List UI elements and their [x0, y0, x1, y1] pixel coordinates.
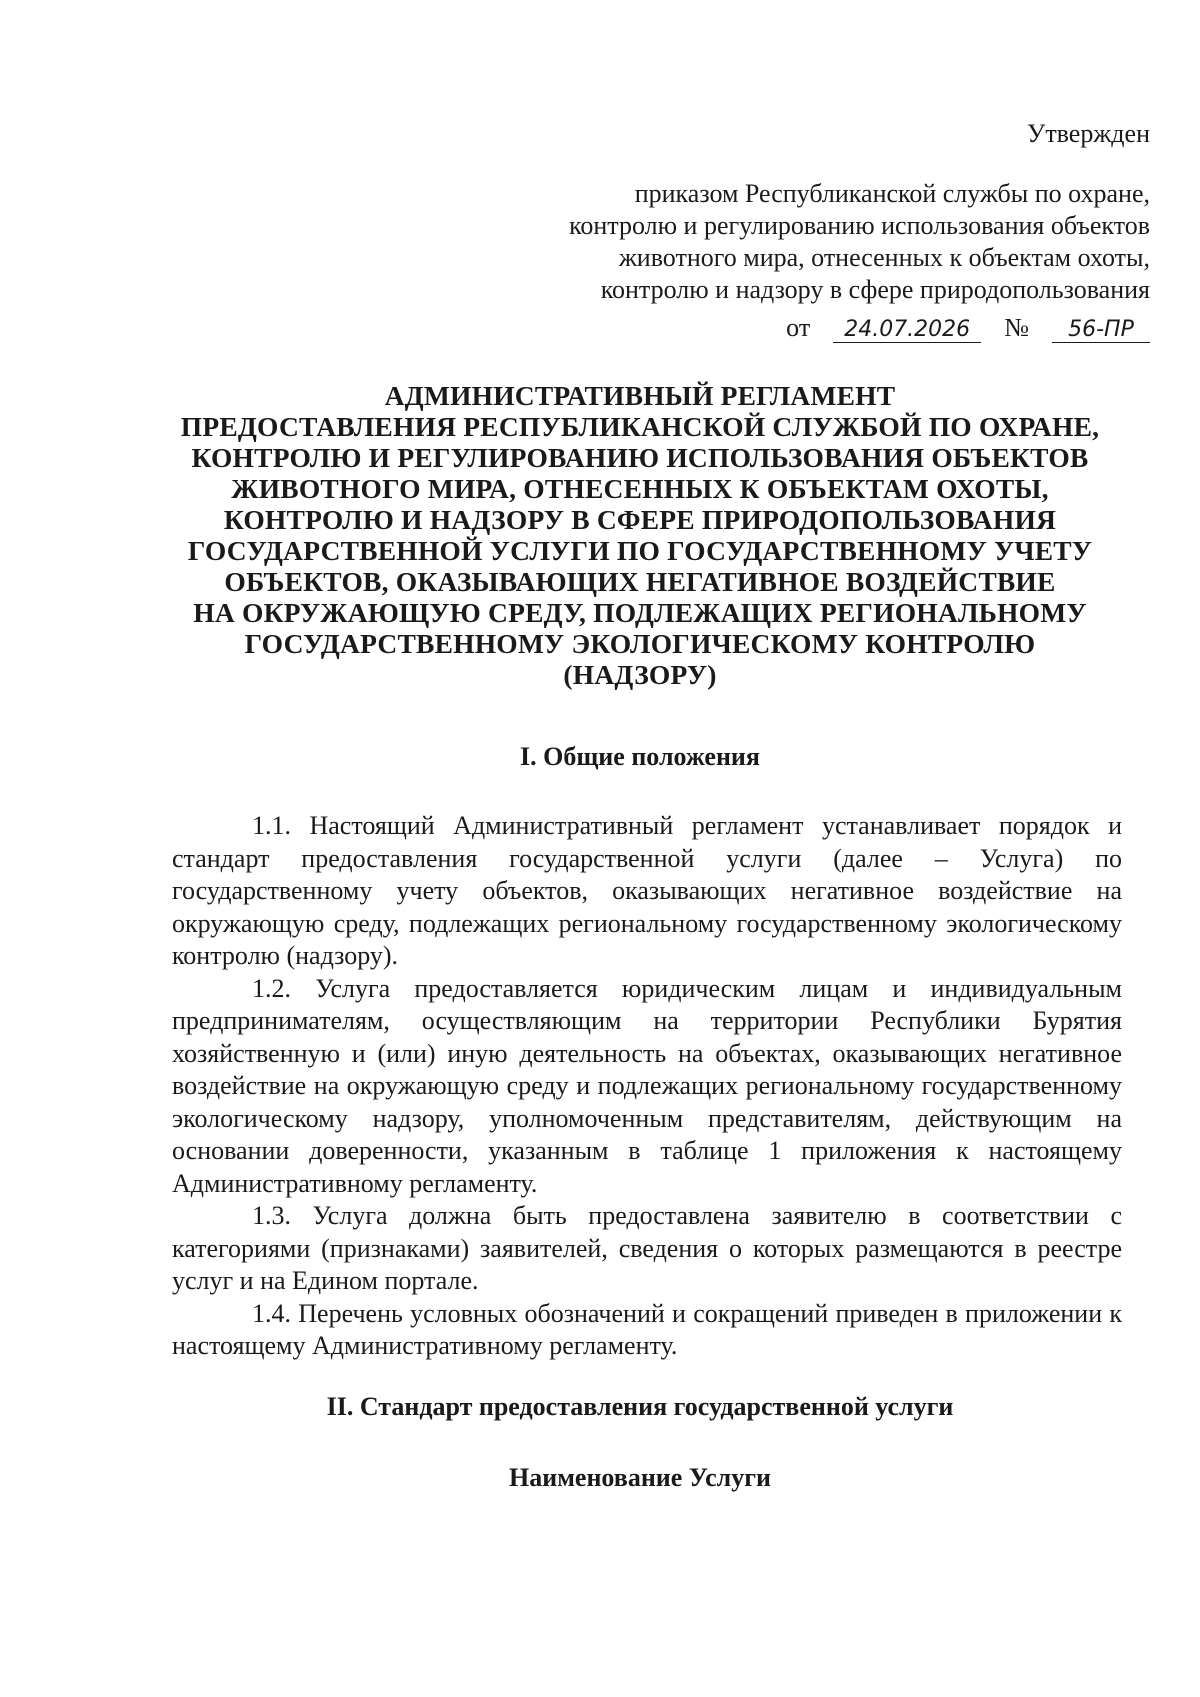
approval-line: контролю и надзору в сфере природопользования: [600, 275, 1150, 304]
document-body: [172, 810, 1122, 1363]
title-line: ОБЪЕКТОВ, ОКАЗЫВАЮЩИХ НЕГАТИВНОЕ ВОЗДЕЙСТВИЕ: [224, 566, 1056, 597]
paragraph-1-3: 1.3. Услуга должна быть предоставлена заявителю в соответствии с категориями (признаками) заявителей, сведения о которых размещаются в реестре услуг и на Едином портале.: [172, 1201, 1122, 1295]
title-line: ГОСУДАРСТВЕННОЙ УСЛУГИ ПО ГОСУДАРСТВЕННОМУ УЧЕТУ: [187, 535, 1093, 566]
number-label: №: [1004, 313, 1029, 342]
title-line: ПРЕДОСТАВЛЕНИЯ РЕСПУБЛИКАНСКОЙ СЛУЖБОЙ ПО ОХРАНЕ,: [180, 411, 1100, 442]
date-prefix: от: [786, 313, 811, 342]
approval-line: животного мира, отнесенных к объектам охоты,: [618, 243, 1150, 272]
approval-block: [510, 118, 1150, 344]
title-line: НА ОКРУЖАЮЩУЮ СРЕДУ, ПОДЛЕЖАЩИХ РЕГИОНАЛЬНОМУ: [193, 597, 1087, 628]
subsection-heading-service-name: Наименование Услуги: [508, 1463, 772, 1492]
title-line: ГОСУДАРСТВЕННОМУ ЭКОЛОГИЧЕСКОМУ КОНТРОЛЮ: [244, 628, 1036, 659]
handwritten-date: 24.07.2026: [833, 318, 981, 343]
handwritten-number: 56-ПР: [1052, 318, 1150, 343]
paragraph-1-4: 1.4. Перечень условных обозначений и сокращений приведен в приложении к настоящему Административному регламенту.: [172, 1298, 1122, 1360]
title-line: КОНТРОЛЮ И НАДЗОРУ В СФЕРЕ ПРИРОДОПОЛЬЗОВАНИЯ: [223, 504, 1057, 535]
section-heading-standard: II. Стандарт предоставления государственной услуги: [326, 1392, 954, 1421]
paragraph-1-1: 1.1. Настоящий Административный регламент устанавливает порядок и стандарт предоставления государственной услуги (далее – Услуга) по государственному учету объектов, оказывающих негативное воздействие на окружающую среду, подлежащих региональному государственному экологическому контролю (надзору).: [172, 811, 1122, 970]
document-title: [150, 380, 1130, 690]
approval-line: приказом Республиканской службы по охране,: [634, 179, 1150, 208]
approval-line: контролю и регулированию использования объектов: [569, 211, 1150, 240]
paragraph-1-2: 1.2. Услуга предоставляется юридическим лицам и индивидуальным предпринимателям, осуществляющим на территории Республики Бурятия хозяйственную и (или) иную деятельность на объектах, оказывающих негативное воздействие на окружающую среду и подлежащих региональному государственному экологическому надзору, уполномоченным представителям, действующим на основании доверенности, указанным в таблице 1 приложения к настоящему Административному регламенту.: [172, 973, 1122, 1198]
title-line: КОНТРОЛЮ И РЕГУЛИРОВАНИЮ ИСПОЛЬЗОВАНИЯ ОБЪЕКТОВ: [191, 442, 1089, 473]
approval-label: Утвержден: [1026, 119, 1150, 148]
approval-date-line: [510, 312, 1150, 344]
section-heading-general: I. Общие положения: [520, 742, 760, 771]
title-line: АДМИНИСТРАТИВНЫЙ РЕГЛАМЕНТ: [384, 380, 896, 411]
title-line: ЖИВОТНОГО МИРА, ОТНЕСЕННЫХ К ОБЪЕКТАМ ОХОТЫ,: [231, 473, 1049, 504]
title-line: (НАДЗОРУ): [563, 659, 717, 690]
